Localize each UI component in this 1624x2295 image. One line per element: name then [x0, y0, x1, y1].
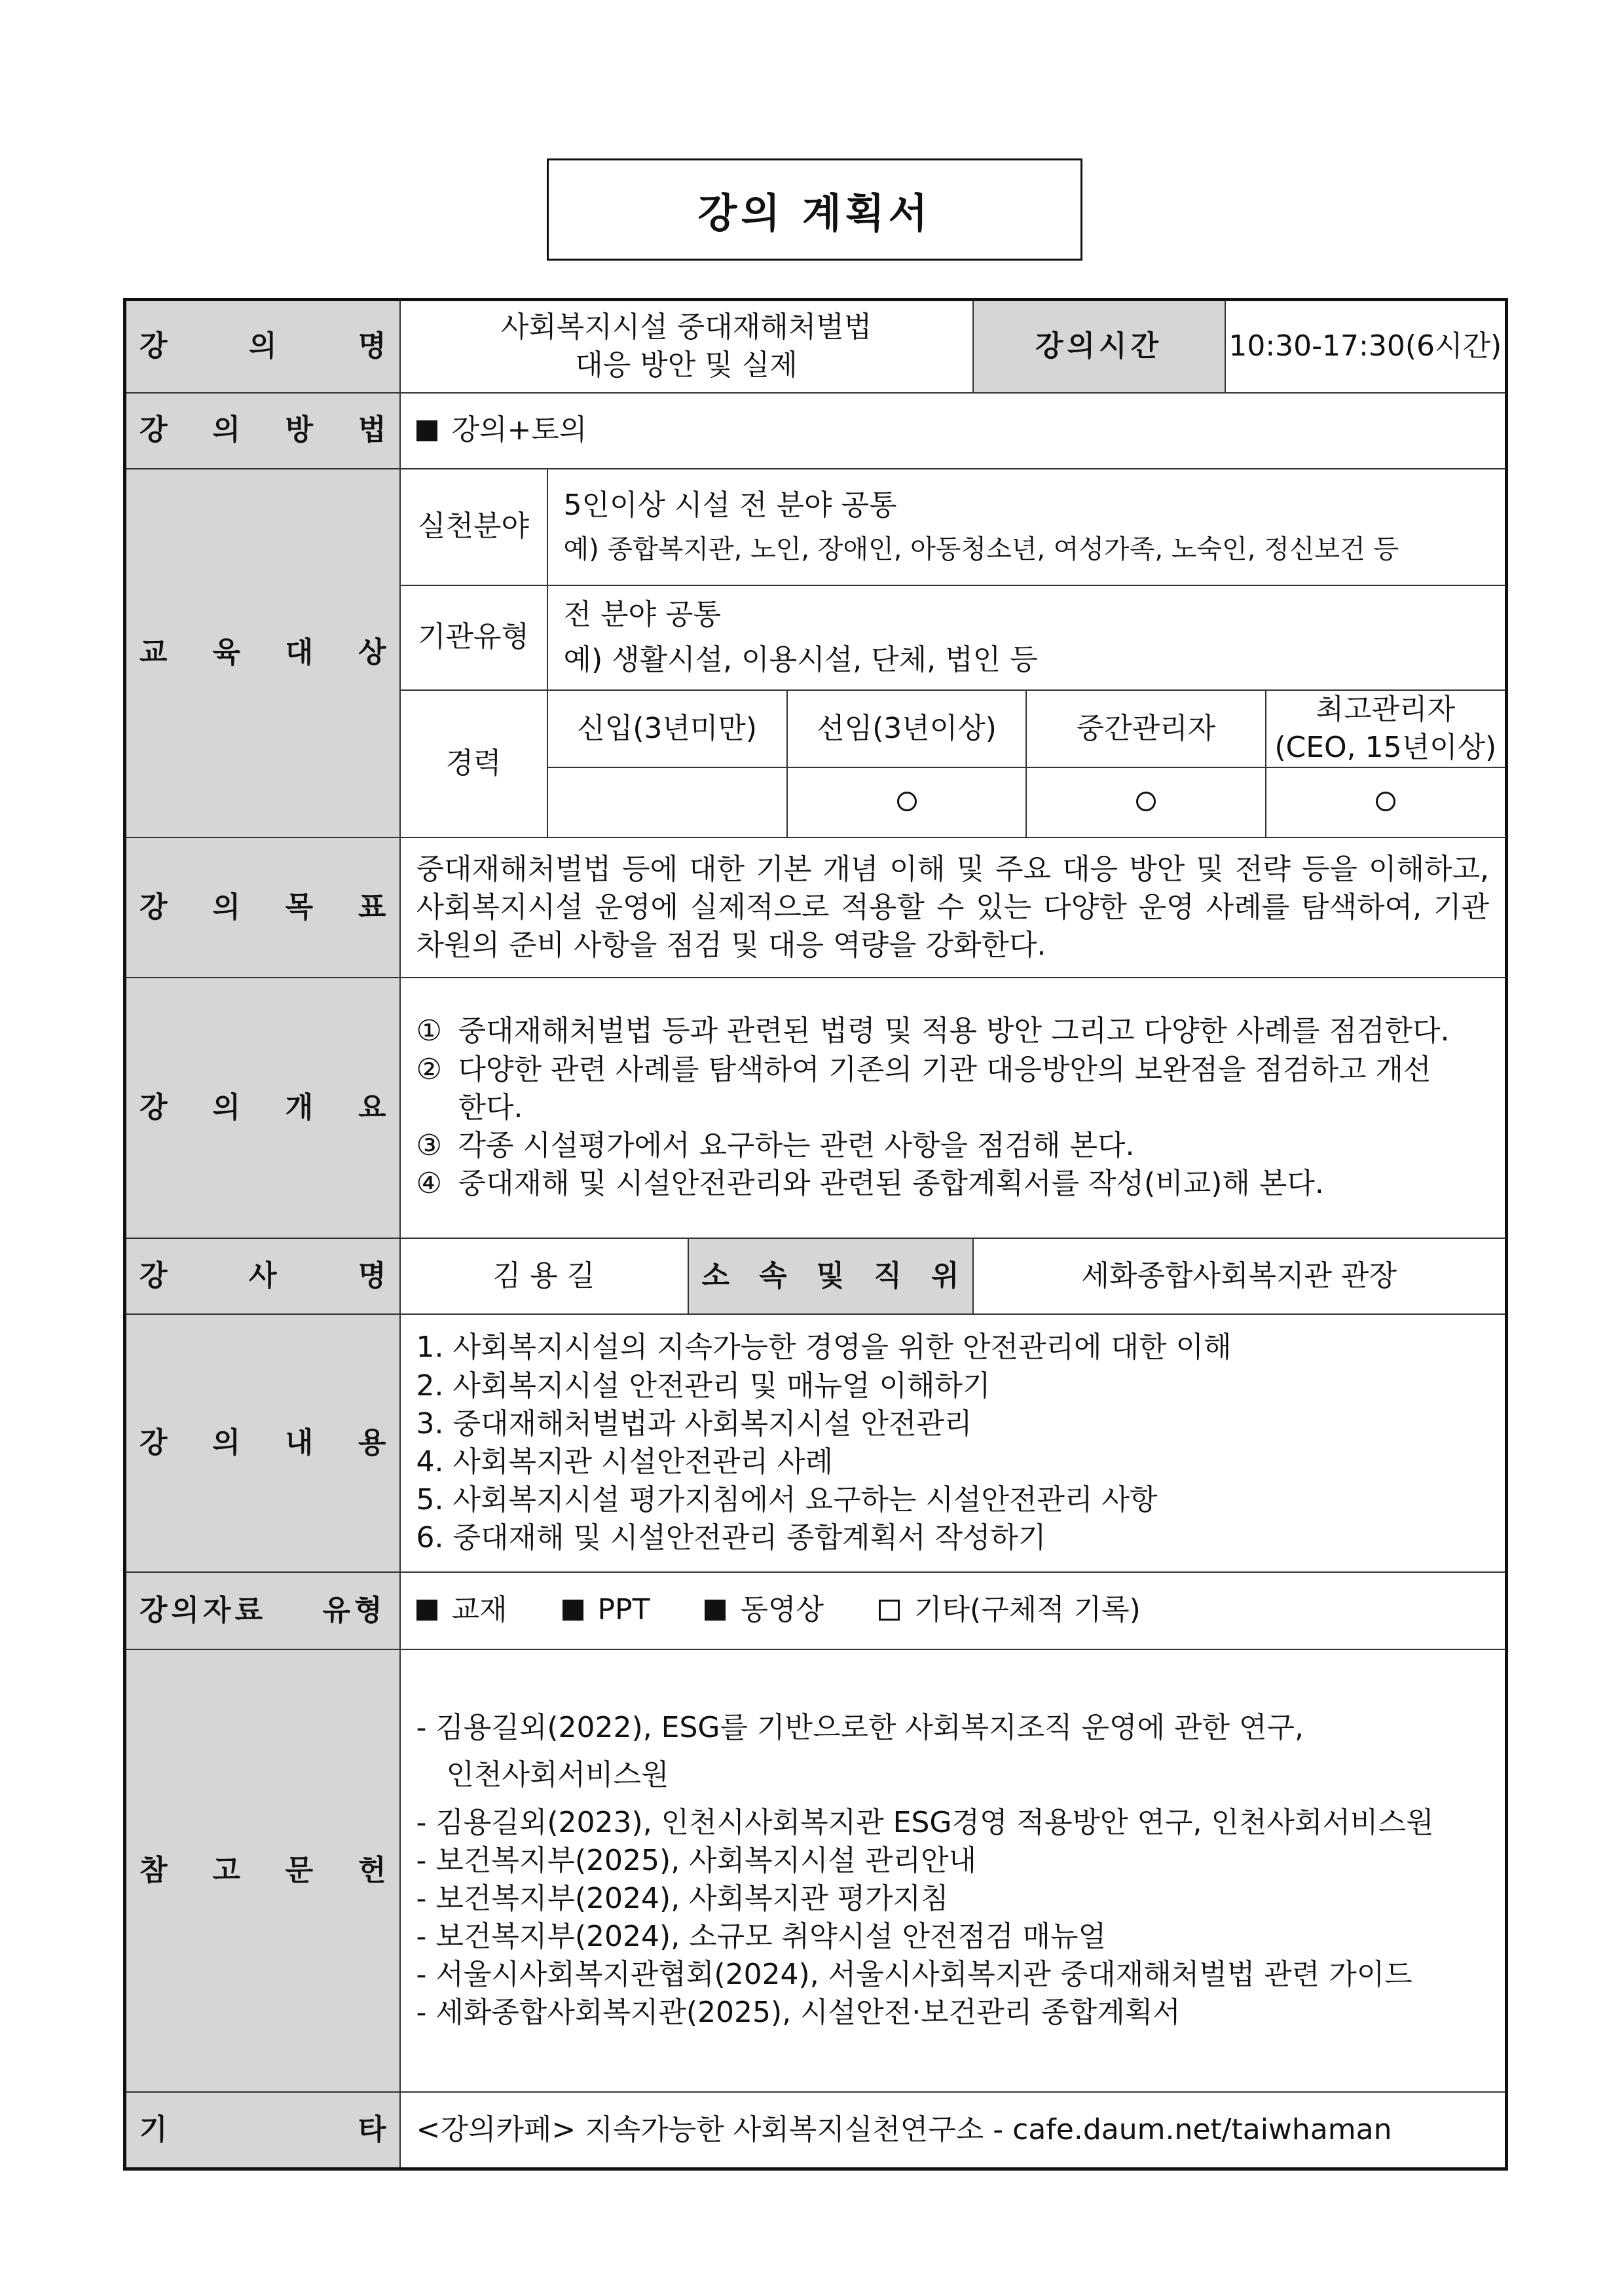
org-type-label: 기관유형: [400, 585, 547, 690]
affiliation-label: 소 속 및 직 위: [688, 1238, 973, 1314]
goal-label: 강 의 목 표: [125, 837, 400, 978]
list-item: ② 다양한 관련 사례를 탐색하여 기존의 기관 대응방안의 보완점을 점검하고 개선한다.: [416, 1052, 1431, 1124]
list-item: 5. 사회복지시설 평가지침에서 요구하는 시설안전관리 사항: [416, 1482, 1158, 1516]
list-item: 4. 사회복지관 시설안전관리 사례: [416, 1444, 833, 1478]
career-header-middle: 중간관리자: [1026, 691, 1265, 767]
career-header-senior: 선임(3년이상): [787, 691, 1026, 767]
org-type-value: 전 분야 공통 예) 생활시설, 이용시설, 단체, 법인 등: [547, 585, 1507, 690]
list-item: - 김용길외(2022), ESG를 기반으로한 사회복지조직 운영에 관한 연구,: [416, 1711, 1304, 1745]
material-option-other: 기타(구체적 기록): [879, 1591, 1141, 1629]
practice-field-value: 5인이상 시설 전 분야 공통 예) 종합복지관, 노인, 장애인, 아동청소년, 여성가족, 노숙인, 정신보건 등: [547, 469, 1507, 585]
etc-label: 기 타: [125, 2092, 400, 2169]
circle-mark-icon: [1136, 792, 1156, 811]
document-title: 강의 계획서: [547, 158, 1082, 261]
etc-row: [125, 2092, 1507, 2169]
instructor-name: 김 용 길: [400, 1238, 688, 1314]
lecture-plan-table: [123, 298, 1508, 2171]
lecture-name-value: 사회복지시설 중대재해처벌법 대응 방안 및 실제: [400, 300, 973, 393]
target-label: 교 육 대 상: [125, 469, 400, 837]
list-item: 2. 사회복지시설 안전관리 및 매뉴얼 이해하기: [416, 1368, 991, 1403]
goal-value: 중대재해처벌법 등에 대한 기본 개념 이해 및 주요 대응 방안 및 전략 등을 이해하고, 사회복지시설 운영에 실제적으로 적용할 수 있는 다양한 운영 사례를 탐색하여, 기관 차원의 준비 사항을 점검 및 대응 역량을 강화한다.: [400, 837, 1507, 978]
list-item: - 보건복지부(2024), 소규모 취약시설 안전점검 매뉴얼: [416, 1919, 1107, 1953]
etc-value: <강의카페> 지속가능한 사회복지실천연구소 - cafe.daum.net/taiwhaman: [400, 2092, 1507, 2169]
list-item: ③ 각종 시설평가에서 요구하는 관련 사항을 점검해 본다.: [416, 1128, 1135, 1162]
material-row: [125, 1572, 1507, 1649]
lecture-time-value: 10:30-17:30(6시간): [1225, 300, 1507, 393]
career-table: [548, 691, 1505, 837]
list-item: 인천사회서비스원: [428, 1758, 669, 1792]
content-label: 강 의 내 용: [125, 1314, 400, 1572]
list-item: 3. 중대재해처벌법과 사회복지시설 안전관리: [416, 1406, 972, 1441]
career-label: 경력: [400, 690, 547, 837]
references-row: [125, 1649, 1507, 2092]
list-item: - 보건복지부(2025), 사회복지시설 관리안내: [416, 1843, 977, 1877]
career-mark-senior: [787, 767, 1026, 837]
filled-square-icon: [416, 420, 437, 441]
content-row: [125, 1314, 1507, 1572]
overview-label: 강 의 개 요: [125, 978, 400, 1238]
affiliation-value: 세화종합사회복지관 관장: [973, 1238, 1507, 1314]
career-header-top: 최고관리자 (CEO, 15년이상): [1266, 691, 1505, 767]
filled-square-icon: [416, 1600, 437, 1621]
filled-square-icon: [563, 1600, 583, 1621]
career-mark-top: [1266, 767, 1505, 837]
lecture-name-row: [125, 300, 1507, 393]
content-value: [400, 1314, 1507, 1572]
empty-square-icon: [879, 1600, 900, 1621]
list-item: - 보건복지부(2024), 사회복지관 평가지침: [416, 1881, 949, 1915]
list-item: 1. 사회복지시설의 지속가능한 경영을 위한 안전관리에 대한 이해: [416, 1331, 1232, 1365]
goal-row: [125, 837, 1507, 978]
list-item: - 서울시사회복지관협회(2024), 서울시사회복지관 중대재해처벌법 관련 가이드: [416, 1957, 1412, 1991]
material-option-video: 동영상: [705, 1591, 824, 1629]
circle-mark-icon: [1376, 792, 1395, 811]
lecture-time-label: 강의시간: [973, 300, 1225, 393]
target-field-row: [125, 469, 1507, 585]
filled-square-icon: [705, 1600, 726, 1621]
list-item: ④ 중대재해 및 시설안전관리와 관련된 종합계획서를 작성(비교)해 본다.: [416, 1166, 1324, 1200]
material-value: [400, 1572, 1507, 1649]
list-item: ① 중대재해처벌법 등과 관련된 법령 및 적용 방안 그리고 다양한 사례를 점검한다.: [416, 1014, 1450, 1048]
career-header-new: 신입(3년미만): [548, 691, 787, 767]
method-value: 강의+토의: [400, 393, 1507, 469]
list-item: - 김용길외(2023), 인천시사회복지관 ESG경영 적용방안 연구, 인천사회서비스원: [416, 1805, 1434, 1839]
overview-value: [400, 978, 1507, 1238]
method-row: [125, 393, 1507, 469]
instructor-label: 강 사 명: [125, 1238, 400, 1314]
material-option-textbook: 교재: [416, 1591, 507, 1629]
lecture-name-label: 강 의 명: [125, 300, 400, 393]
circle-mark-icon: [897, 792, 917, 811]
practice-field-label: 실천분야: [400, 469, 547, 585]
material-label: 강의자료 유형: [125, 1572, 400, 1649]
method-label: 강 의 방 법: [125, 393, 400, 469]
material-option-ppt: PPT: [563, 1591, 650, 1629]
career-mark-new: [548, 767, 787, 837]
list-item: 6. 중대재해 및 시설안전관리 종합계획서 작성하기: [416, 1520, 1046, 1554]
references-label: 참 고 문 헌: [125, 1649, 400, 2092]
references-value: [400, 1649, 1507, 2092]
career-mark-middle: [1026, 767, 1265, 837]
instructor-row: [125, 1238, 1507, 1314]
overview-row: [125, 978, 1507, 1238]
list-item: - 세화종합사회복지관(2025), 시설안전·보건관리 종합계획서: [416, 1995, 1181, 2029]
